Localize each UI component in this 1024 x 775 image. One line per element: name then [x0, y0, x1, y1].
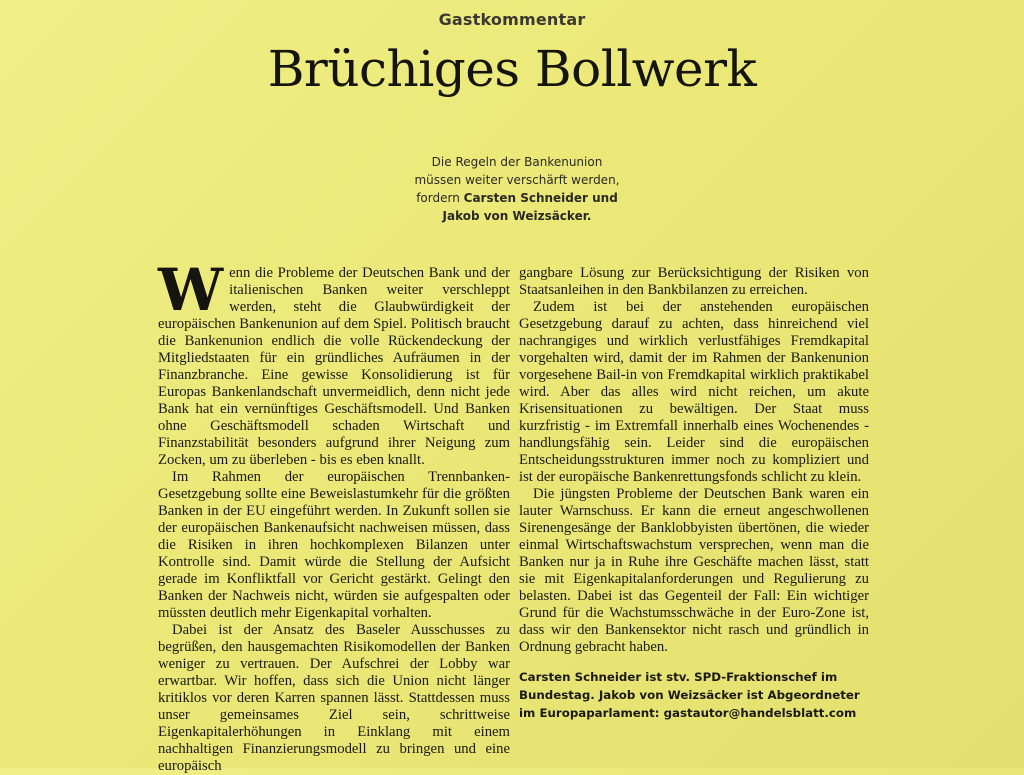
article-paragraph-2: Im Rahmen der europäischen Trennbanken-Gesetzgebung sollte eine Beweislastumkehr für die größten Banken in der EU eingeführt werden. In Zukunft sollen sie der europäischen Bankenaufsicht nachweisen müssen, dass die Risiken in ihren hochkomplexen Bilanzen unter Kontrolle sind. Damit würde die Stellung der Aufsicht gerade im Konfliktfall vor Gericht gestärkt. Gelingt den Banken der Nachweis nicht, würden sie aufgespalten oder müssten deutlich mehr Eigenkapital vorhalten.	[158, 469, 510, 621]
article-paragraph-3: Dabei ist der Ansatz des Baseler Ausschusses zu begrüßen, den hausgemachten Risikomodellen der Banken weniger zu vertrauen. Der Aufschrei der Lobby war erwartbar. Wir hoffen, dass sich die Union nicht länger kritiklos vor deren Karren spannen lässt. Stattdessen muss unser gemeinsames Ziel sein, schrittweise Eigenkapitalerhöhungen in Einklang mit einem nachhaltigen Finanzierungsmodell zu bringen und eine europäisch	[158, 622, 510, 774]
drop-cap: W	[158, 256, 224, 324]
article-paragraph-3-continued: gangbare Lösung zur Berücksichtigung der Risiken von Staatsanleihen in den Bankbilanzen zu erreichen.	[519, 265, 869, 298]
article-paragraph-1	[158, 256, 510, 469]
article-deck	[362, 153, 672, 225]
deck-line-2: müssen weiter verschärft werden,	[414, 173, 620, 187]
deck-line-1: Die Regeln der Bankenunion	[431, 155, 603, 169]
article-headline: Brüchiges Bollwerk	[267, 40, 757, 98]
deck-line-3-prefix: fordern	[416, 191, 460, 205]
deck-line-3	[362, 189, 672, 207]
deck-authors-1: Carsten Schneider und	[463, 191, 618, 205]
article-column-left	[158, 256, 510, 775]
section-kicker: Gastkommentar	[438, 10, 586, 29]
deck-authors-2: Jakob von Weizsäcker.	[442, 209, 592, 223]
author-bio: Carsten Schneider ist stv. SPD-Fraktionschef im Bundestag. Jakob von Weizsäcker ist Abgeordneter im Europaparlament: gastautor@handelsblatt.com	[519, 670, 860, 720]
article-paragraph-4: Zudem ist bei der anstehenden europäischen Gesetzgebung darauf zu achten, dass hinreichend viel nachrangiges und wirklich verlustfähiges Fremdkapital vorgehalten wird, damit der im Rahmen der Bankenunion vorgesehene Bail-in von Fremdkapital wirklich praktikabel wird. Aber das alles wird nicht reichen, um akute Krisensituationen zu bewältigen. Der Staat muss kurzfristig - im Extremfall innerhalb eines Wochenendes - handlungsfähig sein. Leider sind die europäischen Entscheidungsstrukturen immer noch zu kompliziert und ist der europäische Bankenrettungsfonds schlicht zu klein.	[519, 299, 869, 485]
article-paragraph-5: Die jüngsten Probleme der Deutschen Bank waren ein lauter Warnschuss. Er kann die erneut angeschwollenen Sirenengesänge der Banklobbyisten übertönen, die wieder einmal Wirtschaftswachstum versprechen, wenn man die Banken nur ja in Ruhe ihre Geschäfte machen lässt, statt sie mit Eigenkapitalanforderungen und Regulierung zu belasten. Dabei ist das Gegenteil der Fall: Ein wichtiger Grund für die Wachstumsschwäche in der Euro-Zone ist, dass wir den Bankensektor nicht rasch und gründlich in Ordnung gebracht haben.	[519, 486, 869, 655]
deck-line-4	[362, 207, 672, 225]
paragraph-1-text: enn die Probleme der Deutschen Bank und der italienischen Banken weiter verschleppt werden, steht die Glaubwürdigkeit der europäischen Bankenunion auf dem Spiel. Politisch braucht die Bankenunion endlich die volle Rückendeckung der Mitgliedstaaten für ein gründliches Aufräumen in der Finanzbranche. Eine gewisse Konsolidierung ist für Europas Bankenlandschaft unvermeidlich, denn nicht jede Bank hat ein vernünftiges Geschäftsmodell. Und Banken ohne Geschäftsmodell schaden Wirtschaft und Finanzstabilität besonders aufgrund ihrer Neigung zum Zocken, um zu überleben - bis es eben knallt.	[158, 265, 510, 468]
article-column-right	[519, 265, 869, 656]
